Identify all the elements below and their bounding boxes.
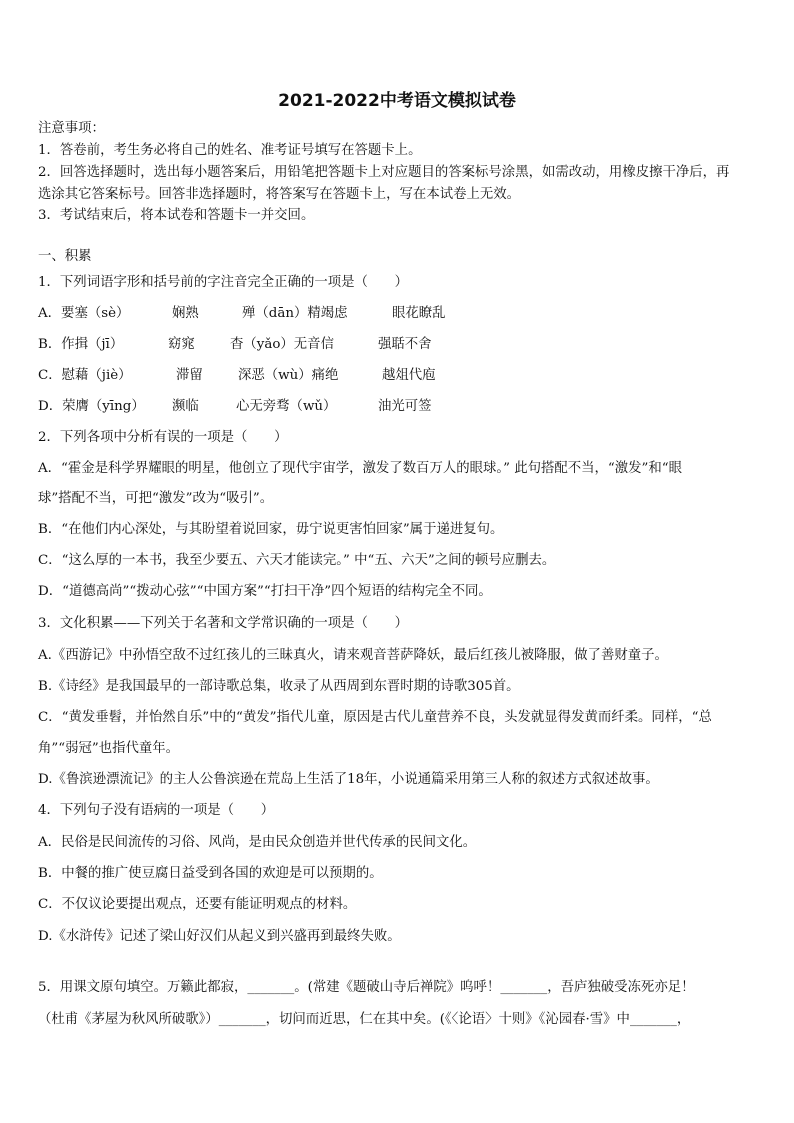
- option-word: 窈窕: [168, 337, 195, 352]
- question-line: （杜甫《茅屋为秋风所破歌》）_______，切问而近思，仁在其中矣。(《〈论语〉十则》《沁园春·雪》中_______，: [38, 1012, 691, 1027]
- option-word: 油光可签: [378, 399, 432, 414]
- answer-line: C．“黄发垂髫，并怡然自乐”中的“黄发”指代儿童，原因是古代儿童营养不良，头发就显得发黄而纤柔。同样，“总: [38, 710, 712, 725]
- answer-line: 球”搭配不当，可把“激发”改为“吸引”。: [38, 491, 274, 506]
- question-line: 5．用课文原句填空。万籁此都寂，_______。(常建《题破山寺后禅院》呜呼！_______，吾庐独破受冻死亦足！: [38, 980, 695, 995]
- option-label: D．荣膺（yīng）: [38, 399, 145, 414]
- option-word: 越俎代庖: [382, 368, 436, 383]
- notice-item: 2．回答选择题时，选出每小题答案后，用铅笔把答题卡上对应题目的答案标号涂黑，如需改动，用橡皮擦干净后，再: [38, 165, 730, 180]
- option-word: 滞留: [176, 368, 203, 383]
- answer-line: C．“这么厚的一本书，我至少要五、六天才能读完。” 中“五、六天”之间的顿号应删去。: [38, 553, 556, 568]
- option-label: A．要塞（sè）: [38, 306, 130, 321]
- answer-line: B．中餐的推广使豆腐日益受到各国的欢迎是可以预期的。: [38, 866, 383, 881]
- section-heading: 一、积累: [38, 249, 92, 264]
- option-word: 深恶（wù）痛绝: [238, 368, 339, 383]
- answer-line: A．“霍金是科学界耀眼的明星，他创立了现代宇宙学，激发了数百万人的眼球。” 此句搭配不当，“激发”和“眼: [38, 461, 683, 476]
- notice-item: 1．答卷前，考生务必将自己的姓名、准考证号填写在答题卡上。: [38, 143, 422, 158]
- option-label: B．作揖（jī）: [38, 337, 124, 352]
- option-word: 眼花瞭乱: [392, 306, 446, 321]
- option-word: 心无旁骛（wǔ）: [236, 399, 337, 414]
- question-stem: 3．文化积累——下列关于名著和文学常识确的一项是（ ）: [38, 616, 409, 631]
- question-stem: 1．下列词语字形和括号前的字注音完全正确的一项是（ ）: [38, 275, 409, 290]
- option-word: 娴熟: [172, 306, 199, 321]
- answer-line: A．民俗是民间流传的习俗、风尚，是由民众创造并世代传承的民间文化。: [38, 835, 477, 850]
- option-word: 殚（dān）精竭虑: [242, 306, 348, 321]
- notice-item: 选涂其它答案标号。回答非选择题时，将答案写在答题卡上，写在本试卷上无效。: [38, 187, 521, 202]
- answer-line: D．“道德高尚”“拨动心弦”“中国方案”“打扫干净”四个短语的结构完全不同。: [38, 584, 492, 599]
- answer-line: B.《诗经》是我国最早的一部诗歌总集，收录了从西周到东晋时期的诗歌305首。: [38, 679, 520, 694]
- answer-line: D.《水浒传》记述了梁山好汉们从起义到兴盛再到最终失败。: [38, 929, 401, 944]
- option-word: 杳（yǎo）无音信: [230, 337, 334, 352]
- option-word: 濒临: [172, 399, 199, 414]
- notice-item: 3．考试结束后，将本试卷和答题卡一并交回。: [38, 208, 315, 223]
- question-stem: 4．下列句子没有语病的一项是（ ）: [38, 803, 275, 818]
- exam-title: 2021-2022中考语文模拟试卷: [278, 91, 516, 111]
- question-stem: 2．下列各项中分析有误的一项是（ ）: [38, 430, 288, 445]
- notice-heading: 注意事项：: [38, 121, 105, 136]
- answer-line: A.《西游记》中孙悟空敌不过红孩儿的三昧真火，请来观音菩萨降妖，最后红孩儿被降服，做了善财童子。: [38, 648, 668, 663]
- answer-line: B．“在他们内心深处，与其盼望着说回家，毋宁说更害怕回家”属于递进复句。: [38, 522, 504, 537]
- answer-line: C．不仅议论要提出观点，还要有能证明观点的材料。: [38, 897, 357, 912]
- option-word: 强聒不舍: [378, 337, 432, 352]
- answer-line: 角”“弱冠”也指代童年。: [38, 741, 180, 756]
- option-label: C．慰藉（jiè）: [38, 368, 132, 383]
- answer-line: D.《鲁滨逊漂流记》的主人公鲁滨逊在荒岛上生活了18年，小说通篇采用第三人称的叙述方式叙述故事。: [38, 772, 659, 787]
